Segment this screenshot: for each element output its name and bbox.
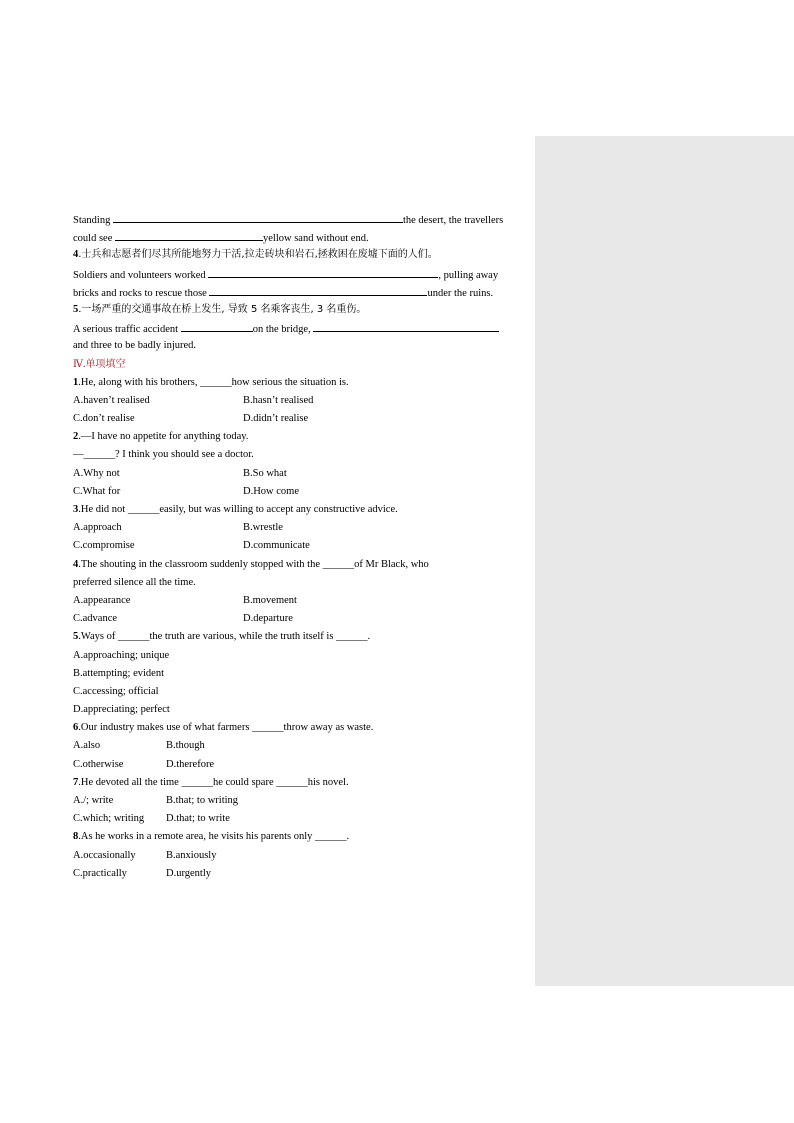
options-row [73, 792, 533, 810]
question-number: 1 [73, 376, 79, 388]
answer-option: A.Why not [73, 467, 120, 479]
question-text: .Our industry makes use of what farmers ______throw away as waste. [78, 722, 374, 734]
question-stem [73, 719, 533, 737]
q5-chinese: .一场严重的交通事故在桥上发生, 导致 5 名乘客丧生, 3 名重伤。 [78, 303, 367, 315]
multiple-choice-questions [73, 374, 533, 883]
answer-option: D.How come [243, 485, 299, 497]
answer-option: C.accessing; official [73, 685, 159, 697]
answer-option: C.practically [73, 867, 127, 879]
answer-option: C.What for [73, 485, 121, 497]
options-row [73, 519, 533, 537]
answer-option: A.also [73, 740, 101, 752]
question-number: 5 [73, 631, 79, 643]
question-text: .Ways of ______the truth are various, while the truth itself is ______. [78, 631, 371, 643]
q4-line1 [73, 265, 533, 283]
answer-option: B.attempting; evident [73, 667, 164, 679]
q5-blank-2 [313, 319, 499, 332]
q3-blank-2 [115, 228, 263, 241]
question-number: 6 [73, 722, 79, 734]
q3-line1 [73, 210, 533, 228]
answer-option: B.hasn’t realised [243, 394, 314, 406]
q5-line1-mid: on the bridge, [252, 324, 314, 336]
question-stem [73, 374, 533, 392]
answer-option: D.urgently [166, 867, 212, 879]
section-heading [73, 356, 533, 374]
q3-line2-before: could see [73, 233, 115, 245]
q4-line2 [73, 283, 533, 301]
q4-line1-after: , pulling away [438, 269, 499, 281]
question-stem [73, 428, 533, 446]
question-text-continued: preferred silence all the time. [73, 576, 196, 588]
options-row [73, 810, 533, 828]
options-row [73, 865, 533, 883]
answer-option: A./; write [73, 795, 114, 806]
q5-line1-before: A serious traffic accident [73, 324, 181, 336]
options-row [73, 683, 533, 701]
options-row [73, 701, 533, 719]
q3-line1-before: Standing [73, 215, 113, 226]
options-row [73, 592, 533, 610]
options-row [73, 647, 533, 665]
question-text: .—I have no appetite for anything today. [78, 431, 249, 443]
answer-option: B.So what [243, 467, 287, 479]
answer-option: D.communicate [243, 540, 310, 552]
answer-option: A.appearance [73, 594, 131, 606]
q4-chinese-line [73, 246, 533, 264]
answer-option: C.otherwise [73, 758, 124, 770]
q5-line1 [73, 319, 533, 337]
comment-pane [535, 136, 794, 986]
answer-option: D.that; to write [166, 813, 230, 825]
answer-option: B.that; to writing [166, 795, 239, 806]
question-number: 8 [73, 831, 79, 843]
options-row [73, 465, 533, 483]
answer-option: B.wrestle [243, 522, 283, 534]
question-stem [73, 628, 533, 646]
question-text: .As he works in a remote area, he visits his parents only ______. [78, 831, 350, 843]
section-title: Ⅳ.单项填空 [73, 358, 126, 370]
question-number: 7 [73, 776, 79, 788]
q5-chinese-line [73, 301, 533, 319]
answer-option: B.movement [243, 594, 297, 606]
options-row [73, 665, 533, 683]
question-text: .He devoted all the time ______he could spare ______his novel. [78, 776, 349, 788]
q3-line2-after: yellow sand without end. [263, 233, 369, 245]
options-row [73, 737, 533, 755]
options-row [73, 410, 533, 428]
answer-option: D.didn’t realise [243, 413, 309, 425]
options-row [73, 847, 533, 865]
answer-option: C.advance [73, 613, 118, 625]
question-number: 4 [73, 558, 79, 570]
question-stem [73, 774, 533, 792]
q5-blank-1 [181, 319, 253, 332]
answer-option: A.approach [73, 522, 122, 534]
answer-option: A.occasionally [73, 849, 136, 861]
question-text-continued: —______? I think you should see a doctor. [73, 449, 254, 461]
q3-line1-after: the desert, the travellers [402, 215, 504, 226]
question-stem [73, 556, 533, 574]
q4-line1-before: Soldiers and volunteers worked [73, 269, 209, 281]
answer-option: D.departure [243, 613, 293, 625]
question-number: 3 [73, 504, 79, 515]
q4-number: 4 [73, 249, 79, 261]
answer-option: D.appreciating; perfect [73, 704, 170, 716]
options-row [73, 392, 533, 410]
q4-line2-before: bricks and rocks to rescue those [73, 287, 210, 299]
q5-line2: and three to be badly injured. [73, 340, 197, 352]
answer-option: B.though [166, 740, 205, 752]
options-row [73, 537, 533, 555]
answer-option: C.don’t realise [73, 413, 135, 425]
question-stem [73, 501, 533, 519]
q3-blank-1 [113, 210, 403, 223]
answer-option: D.therefore [166, 758, 215, 770]
answer-option: A.approaching; unique [73, 649, 170, 661]
q4-blank-2 [209, 283, 427, 296]
answer-option: B.anxiously [166, 849, 217, 861]
question-number: 2 [73, 431, 79, 443]
question-text: .The shouting in the classroom suddenly stopped with the ______of Mr Black, who [78, 558, 429, 570]
q5-number: 5 [73, 303, 79, 315]
q3-line2 [73, 228, 533, 246]
options-row [73, 610, 533, 628]
question-stem [73, 828, 533, 846]
options-row [73, 483, 533, 501]
question-text: .He, along with his brothers, ______how serious the situation is. [78, 376, 349, 388]
answer-option: C.which; writing [73, 813, 145, 825]
document-body [73, 210, 533, 883]
question-text: .He did not ______easily, but was willing to accept any constructive advice. [78, 504, 398, 515]
q4-blank-1 [208, 265, 438, 278]
answer-option: A.haven’t realised [73, 394, 150, 406]
answer-option: C.compromise [73, 540, 135, 552]
q5-line2 [73, 337, 533, 355]
q4-chinese: .士兵和志愿者们尽其所能地努力干活,拉走砖块和岩石,拯救困在废墟下面的人们。 [78, 249, 438, 261]
q4-line2-after: under the ruins. [427, 287, 494, 299]
options-row [73, 756, 533, 774]
